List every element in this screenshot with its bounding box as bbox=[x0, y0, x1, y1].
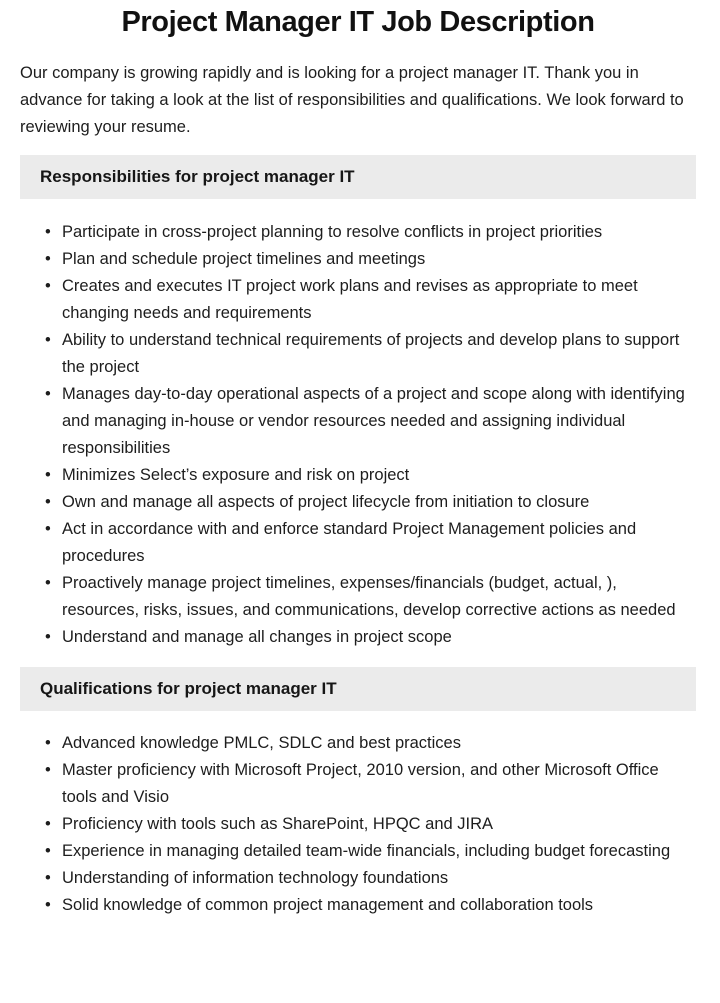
responsibilities-section-header bbox=[20, 155, 696, 199]
list-item: • Act in accordance with and enforce standard Project Management policies and procedures bbox=[62, 516, 696, 570]
qualifications-section-header bbox=[20, 667, 696, 711]
qualifications-list bbox=[20, 730, 696, 919]
list-item: • Master proficiency with Microsoft Project, 2010 version, and other Microsoft Office tools and Visio bbox=[62, 757, 696, 811]
page-title: Project Manager IT Job Description bbox=[121, 6, 595, 38]
responsibilities-list bbox=[20, 219, 696, 651]
list-item: • Understand and manage all changes in project scope bbox=[62, 624, 696, 651]
intro-paragraph: Our company is growing rapidly and is looking for a project manager IT. Thank you in advance for taking a look at the list of responsibilities and qualifications. We look forward to reviewing your resume. bbox=[20, 64, 684, 136]
list-item: • Minimizes Select’s exposure and risk on project bbox=[62, 462, 696, 489]
list-item: • Understanding of information technology foundations bbox=[62, 865, 696, 892]
list-item: • Participate in cross-project planning to resolve conflicts in project priorities bbox=[62, 219, 696, 246]
list-item: • Proficiency with tools such as SharePoint, HPQC and JIRA bbox=[62, 811, 696, 838]
list-item: • Proactively manage project timelines, expenses/financials (budget, actual, ), resources, risks, issues, and communications, develop corrective actions as needed bbox=[62, 570, 696, 624]
list-item: • Experience in managing detailed team-wide financials, including budget forecasting bbox=[62, 838, 696, 865]
qualifications-heading: Qualifications for project manager IT bbox=[40, 679, 337, 698]
list-item: • Manages day-to-day operational aspects of a project and scope along with identifying and managing in-house or vendor resources needed and assigning individual responsibilities bbox=[62, 381, 696, 462]
list-item: • Creates and executes IT project work plans and revises as appropriate to meet changing needs and requirements bbox=[62, 273, 696, 327]
list-item: • Solid knowledge of common project management and collaboration tools bbox=[62, 892, 696, 919]
list-item: • Ability to understand technical requirements of projects and develop plans to support the project bbox=[62, 327, 696, 381]
list-item: • Advanced knowledge PMLC, SDLC and best practices bbox=[62, 730, 696, 757]
responsibilities-heading: Responsibilities for project manager IT bbox=[40, 167, 355, 186]
list-item: • Own and manage all aspects of project lifecycle from initiation to closure bbox=[62, 489, 696, 516]
list-item: • Plan and schedule project timelines and meetings bbox=[62, 246, 696, 273]
